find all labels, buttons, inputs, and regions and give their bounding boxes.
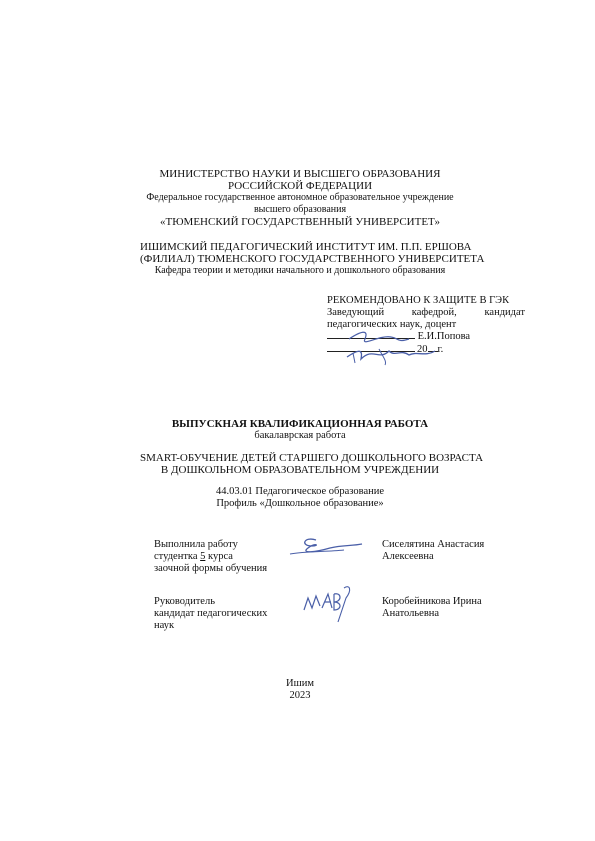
ministry-line-1: МИНИСТЕРСТВО НАУКИ И ВЫСШЕГО ОБРАЗОВАНИЯ <box>159 168 441 180</box>
student-label-2-pre: студентка <box>154 551 201 562</box>
year: 2023 <box>289 690 311 701</box>
student-label-2-post: курса <box>205 551 233 562</box>
head-signature-icon <box>339 327 449 367</box>
student-name-2: Алексеевна <box>382 551 434 562</box>
city: Ишим <box>286 678 314 689</box>
supervisor-label-1: Руководитель <box>154 596 215 607</box>
department-name: Кафедра теории и методики начального и дошкольного образования <box>154 265 446 276</box>
university-name: «ТЮМЕНСКИЙ ГОСУДАРСТВЕННЫЙ УНИВЕРСИТЕТ» <box>160 216 440 228</box>
student-label-1: Выполнила работу <box>154 539 238 550</box>
supervisor-label-block <box>154 596 267 632</box>
supervisor-signature-icon <box>298 580 358 626</box>
supervisor-label-3: наук <box>154 620 175 631</box>
ministry-line-2: РОССИЙСКОЙ ФЕДЕРАЦИИ <box>227 180 373 192</box>
ministry-header <box>140 168 460 228</box>
thesis-title-line-1: SMART-ОБУЧЕНИЕ ДЕТЕЙ СТАРШЕГО ДОШКОЛЬНОГО ВОЗРАСТА <box>140 452 484 464</box>
footer-block <box>140 678 460 702</box>
student-label-3: заочной формы обучения <box>154 563 268 574</box>
approval-block <box>327 295 525 357</box>
institute-line-1: ИШИМСКИЙ ПЕДАГОГИЧЕСКИЙ ИНСТИТУТ ИМ. П.П. ЕРШОВА <box>140 241 472 253</box>
year-end: г. <box>437 344 444 355</box>
year-prefix: 20 <box>417 344 428 355</box>
thesis-type: ВЫПУСКНАЯ КВАЛИФИКАЦИОННАЯ РАБОТА <box>171 418 429 430</box>
student-name-block <box>382 539 484 563</box>
supervisor-name-2: Анатольевна <box>382 608 440 619</box>
thesis-subtype: бакалаврская работа <box>254 430 346 441</box>
specialty-code: 44.03.01 Педагогическое образование <box>215 486 384 497</box>
thesis-block <box>140 418 484 510</box>
approval-role-line-1: Заведующий кафедрой, кандидат <box>327 307 525 318</box>
student-signature-icon <box>286 534 366 560</box>
supervisor-name-1: Коробейникова Ирина <box>382 596 482 607</box>
supervisor-name-block <box>382 596 482 620</box>
student-label-block <box>154 539 267 575</box>
institute-line-2: (ФИЛИАЛ) ТЮМЕНСКОГО ГОСУДАРСТВЕННОГО УНИВЕРСИТЕТА <box>140 253 485 265</box>
student-label-2 <box>154 551 267 563</box>
approval-role-line-2: педагогических наук, доцент <box>327 319 457 330</box>
student-name-1: Сиселятина Анастасия <box>382 539 485 550</box>
student-course: 5 <box>200 551 206 562</box>
supervisor-label-2: кандидат педагогических <box>154 608 268 619</box>
federal-line-1: Федеральное государственное автономное образовательное учреждение <box>146 192 454 203</box>
thesis-title-line-2: В ДОШКОЛЬНОМ ОБРАЗОВАТЕЛЬНОМ УЧРЕЖДЕНИИ <box>160 464 440 476</box>
institute-header <box>140 241 485 277</box>
head-name: Е.И.Попова <box>417 331 471 342</box>
approval-title: РЕКОМЕНДОВАНО К ЗАЩИТЕ В ГЭК <box>327 295 510 306</box>
federal-line-2: высшего образования <box>253 204 347 215</box>
specialty-profile: Профиль «Дошкольное образование» <box>216 498 384 509</box>
